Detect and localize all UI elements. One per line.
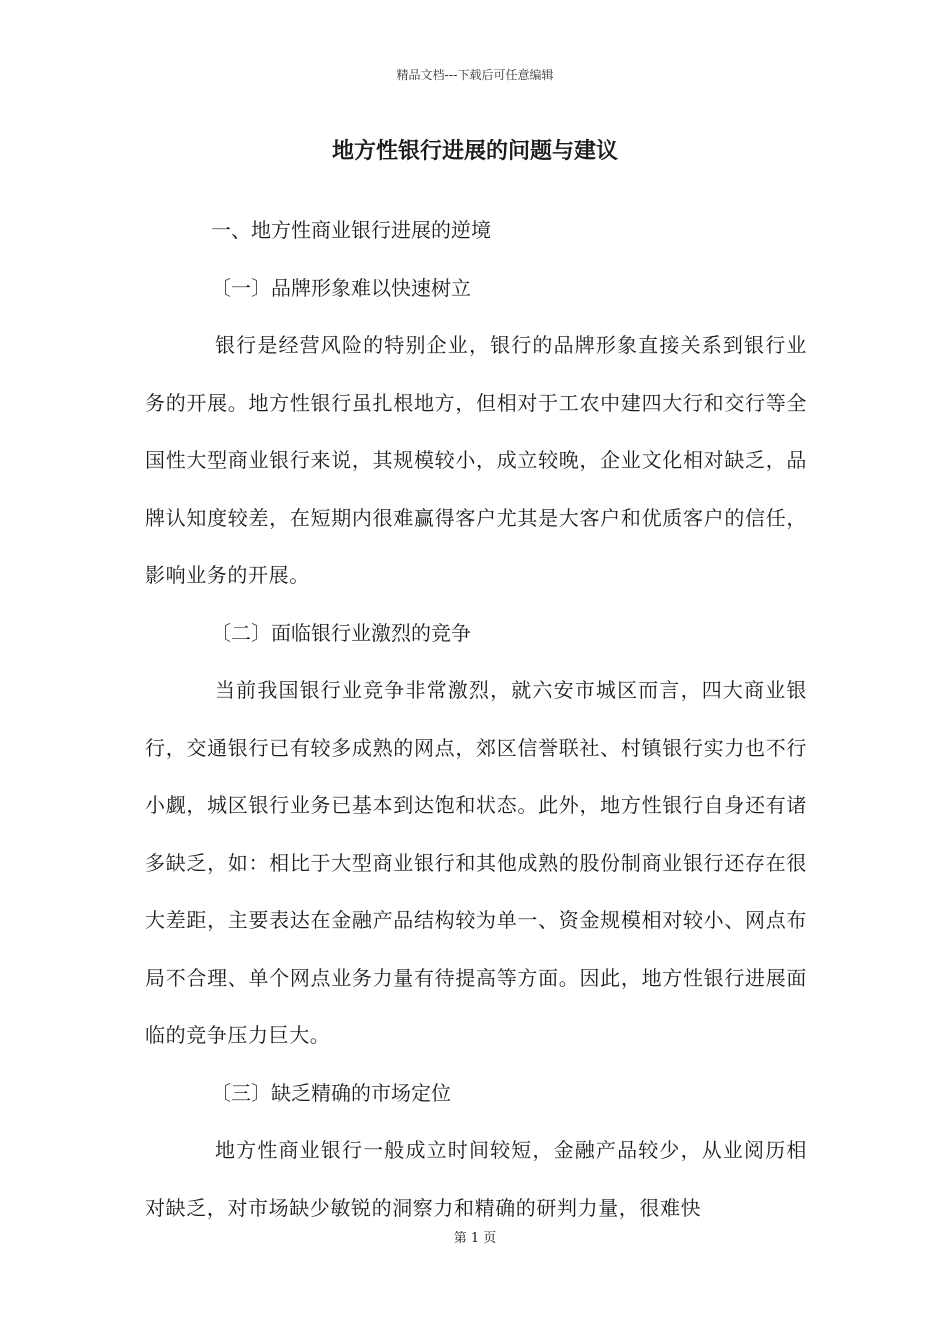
header-note: 精品文档---下载后可任意编辑 bbox=[396, 68, 554, 82]
paragraph: 地方性商业银行一般成立时间较短，金融产品较少，从业阅历相对缺乏，对市场缺少敏锐的洞察力和精确的研判力量，很难快 bbox=[145, 1138, 807, 1220]
subsection-heading: 〔一〕品牌形象难以快速树立 bbox=[211, 275, 471, 300]
section-heading: 一、地方性商业银行进展的逆境 bbox=[211, 218, 491, 242]
paragraph: 当前我国银行业竞争非常激烈，就六安市城区而言，四大商业银行，交通银行已有较多成熟的网点，郊区信誉联社、村镇银行实力也不行小觑，城区银行业务已基本到达饱和状态。此外，地方性银行自身还有诸多缺乏，如：相比于大型商业银行和其他成熟的股份制商业银行还存在很大差距，主要表达在金融产品结构较为单一、资金规模相对较小、网点布局不合理、单个网点业务力量有待提高等方面。因此，地方性银行进展面临的竞争压力巨大。 bbox=[145, 678, 807, 1047]
subsection-heading: 〔三〕缺乏精确的市场定位 bbox=[211, 1080, 451, 1105]
page-number: 第 1 页 bbox=[453, 1231, 497, 1246]
paragraph: 银行是经营风险的特别企业，银行的品牌形象直接关系到银行业务的开展。地方性银行虽扎根地方，但相对于工农中建四大行和交行等全国性大型商业银行来说，其规模较小，成立较晚，企业文化相对缺乏，品牌认知度较差，在短期内很难赢得客户尤其是大客户和优质客户的信任，影响业务的开展。 bbox=[145, 333, 807, 587]
subsection-heading: 〔二〕面临银行业激烈的竞争 bbox=[211, 620, 471, 645]
document-body bbox=[145, 202, 807, 1237]
document-title: 地方性银行进展的问题与建议 bbox=[331, 139, 618, 164]
